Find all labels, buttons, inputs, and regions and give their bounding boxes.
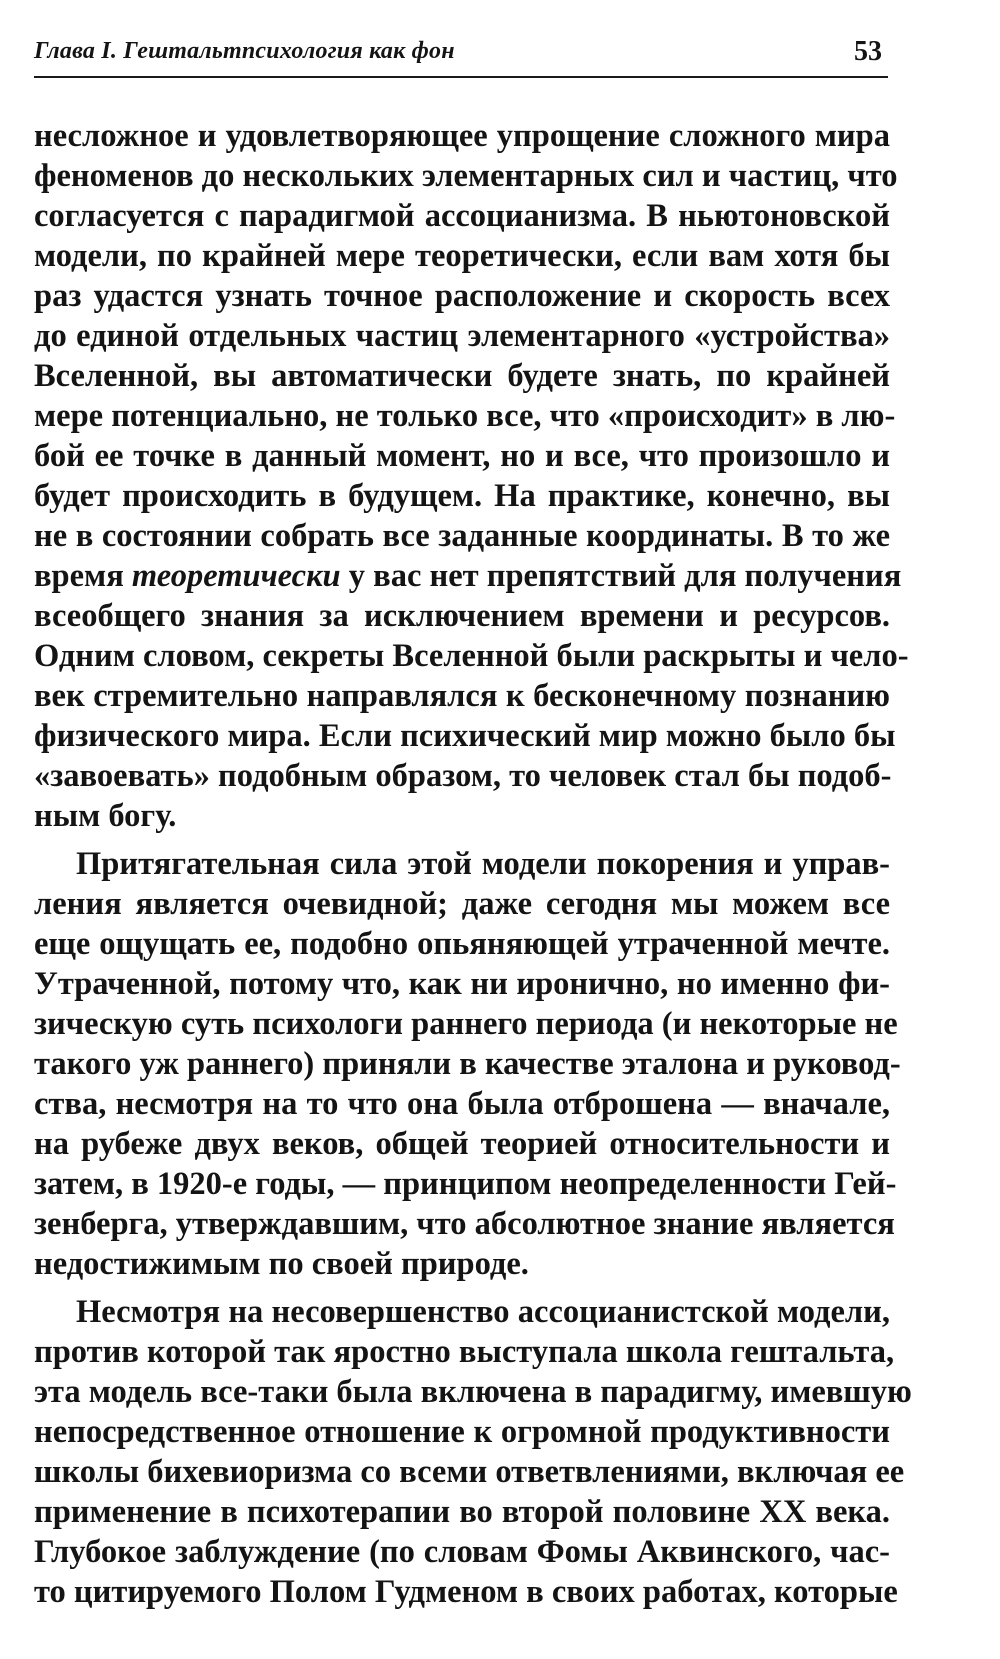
text-line: всеобщего знания за исключением времени и ресурсов.: [34, 598, 890, 634]
text-line: Несмотря на несовершенство ассоцианистской модели,: [76, 1294, 890, 1330]
page-number: 53: [854, 36, 882, 67]
text-line: против которой так яростно выступала школа гештальта,: [34, 1334, 895, 1370]
text-line: непосредственное отношение к огромной продуктивности: [34, 1414, 890, 1450]
paragraph-3: [34, 1292, 912, 1612]
text-line: несложное и удовлетворяющее упрощение сложного мира: [34, 118, 890, 154]
text-line: ления является очевидной; даже сегодня мы можем все: [34, 886, 890, 922]
text-line: зенберга, утверждавшим, что абсолютное знание является: [34, 1206, 895, 1242]
paragraph-1: [34, 116, 909, 836]
text-line: согласуется с парадигмой ассоцианизма. В ньютоновской: [34, 198, 890, 234]
text-line: на рубеже двух веков, общей теорией относительности и: [34, 1126, 890, 1162]
text-line: век стремительно направлялся к бесконечному познанию: [34, 678, 890, 714]
text-segment: время: [34, 558, 132, 594]
body-text: [34, 116, 912, 1612]
text-line: ным богу.: [34, 798, 177, 834]
text-line: школы бихевиоризма со всеми ответвлениями, включая ее: [34, 1454, 905, 1490]
text-line: Вселенной, вы автоматически будете знать, по крайней: [34, 358, 890, 394]
text-line: недостижимым по своей природе.: [34, 1246, 529, 1282]
text-line: затем, в 1920-е годы, — принципом неопределенности Гей-: [34, 1166, 897, 1202]
text-line: феноменов до нескольких элементарных сил и частиц, что: [34, 158, 898, 194]
text-line: такого уж раннего) приняли в качестве эталона и руковод-: [34, 1046, 901, 1082]
text-line: Глубокое заблуждение (по словам Фомы Аквинского, час-: [34, 1534, 890, 1570]
emphasized-word: теоретически: [131, 558, 341, 594]
text-line: то цитируемого Полом Гудменом в своих работах, которые: [34, 1574, 898, 1610]
text-line: до единой отдельных частиц элементарного «устройства»: [34, 318, 890, 354]
text-line: раз удастся узнать точное расположение и скорость всех: [34, 278, 890, 314]
text-line: эта модель все-таки была включена в парадигму, имевшую: [34, 1374, 912, 1410]
text-line-with-emphasis: [34, 556, 902, 596]
text-line: мере потенциально, не только все, что «происходит» в лю-: [34, 398, 896, 434]
chapter-running-title: Глава I. Гештальтпсихология как фон: [34, 38, 455, 64]
text-segment: у вас нет препятствий для получения: [340, 558, 902, 594]
text-line: Одним словом, секреты Вселенной были раскрыты и чело-: [34, 638, 909, 674]
text-line: Притягательная сила этой модели покорения и управ-: [76, 846, 890, 882]
text-line: применение в психотерапии во второй половине XX века.: [34, 1494, 890, 1530]
text-line: не в состоянии собрать все заданные координаты. В то же: [34, 518, 890, 554]
text-line: «завоевать» подобным образом, то человек стал бы подоб-: [34, 758, 892, 794]
text-line: еще ощущать ее, подобно опьяняющей утраченной мечте.: [34, 926, 890, 962]
text-line: ства, несмотря на то что она была отброшена — вначале,: [34, 1086, 890, 1122]
text-line: бой ее точке в данный момент, но и все, что произошло и: [34, 438, 890, 474]
text-line: зическую суть психологи раннего периода (и некоторые не: [34, 1006, 898, 1042]
paragraph-2: [34, 844, 901, 1284]
text-line: физического мира. Если психический мир можно было бы: [34, 718, 896, 754]
running-header: [34, 36, 888, 78]
text-line: модели, по крайней мере теоретически, если вам хотя бы: [34, 238, 890, 274]
text-line: Утраченной, потому что, как ни иронично, но именно фи-: [34, 966, 890, 1002]
text-line: будет происходить в будущем. На практике, конечно, вы: [34, 478, 890, 514]
